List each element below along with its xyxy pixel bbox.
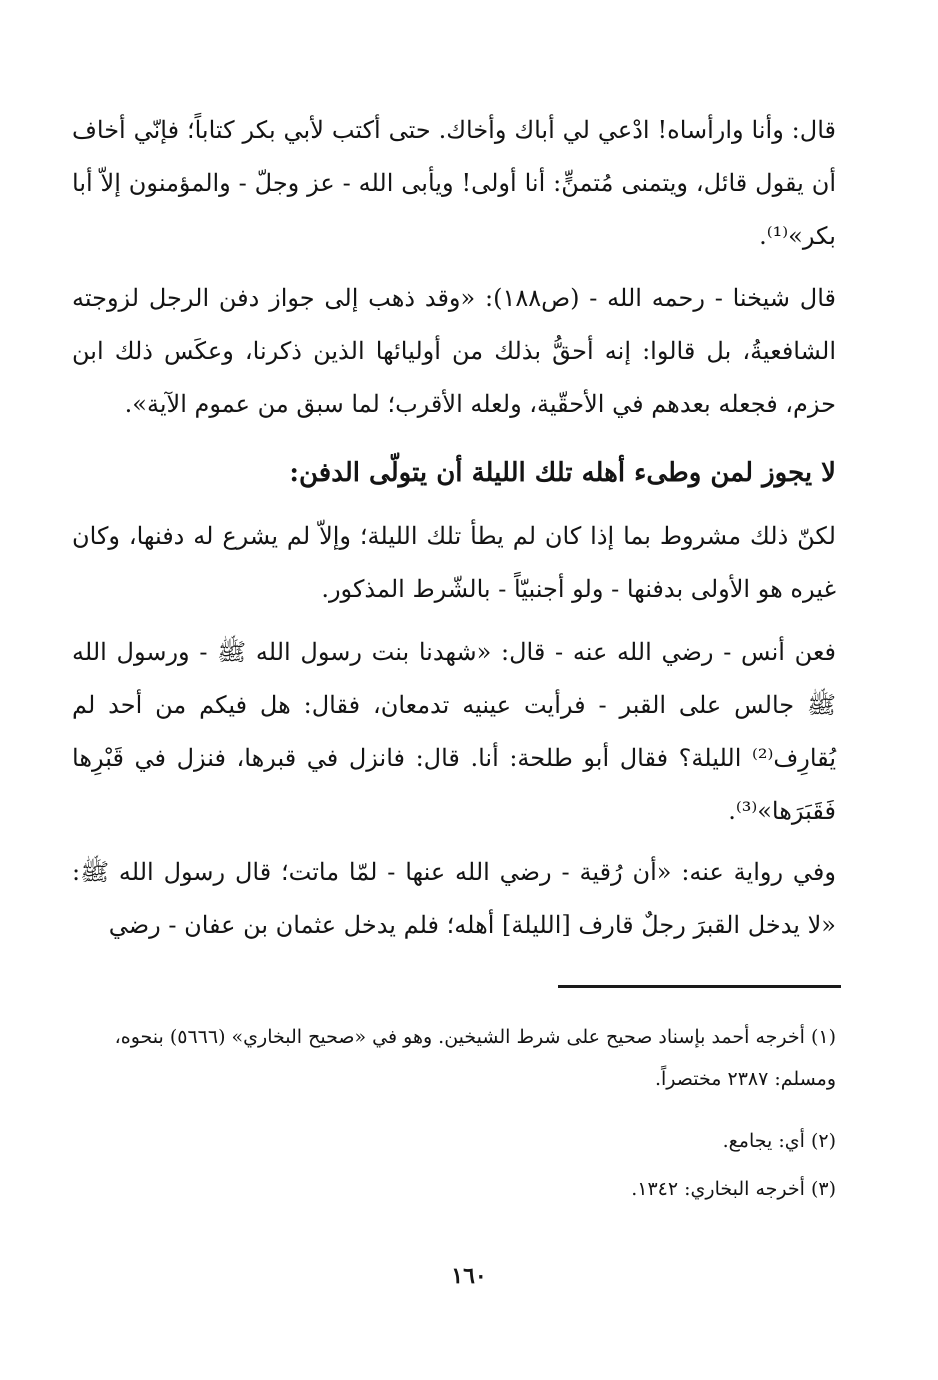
page-number: ١٦٠ bbox=[451, 1263, 487, 1289]
section-heading: لا يجوز لمن وطىء أهله تلك الليلة أن يتولّى الدفن: bbox=[289, 458, 836, 488]
paragraph-4: فعن أنس - رضي الله عنه - قال: «شهدنا بنت رسول الله ﷺ - ورسول الله ﷺ جالس على القبر - فرأيت عينيه تدمعان، فقال: هل فيكم من أحد لم يُقارِف⁽²⁾ الليلة؟ فقال أبو طلحة: أنا. قال: فانزل في قبرها، فنزل في قَبْرِها فَقَبَرَها»⁽³⁾. bbox=[72, 638, 836, 825]
paragraph-5: وفي رواية عنه: «أن رُقية - رضي الله عنها - لمّا ماتت؛ قال رسول الله ﷺ: «لا يدخل القبرَ رجلٌ قارف [الليلة] أهله؛ فلم يدخل عثمان بن عفان - رضي bbox=[72, 858, 836, 939]
paragraph-3: لكنّ ذلك مشروط بما إذا كان لم يطأ تلك الليلة؛ وإلاّ لم يشرع له دفنها، وكان غيره هو الأولى بدفنها - ولو أجنبيّاً - بالشّرط المذكور. bbox=[72, 522, 836, 603]
footnote-divider bbox=[558, 985, 841, 988]
paragraph-1: قال: وأنا وارأساه! ادْعي لي أباك وأخاك. حتى أكتب لأبي بكر كتاباً؛ فإنّي أخاف أن يقول قائل، ويتمنى مُتمنٍّ: أنا أولى! ويأبى الله - عز وجلّ - والمؤمنون إلاّ أبا بكر»⁽¹⁾. bbox=[72, 116, 837, 250]
footnote-3: (٣) أخرجه البخاري: ١٣٤٢. bbox=[631, 1178, 836, 1200]
footnote-1: (١) أخرجه أحمد بإسناد صحيح على شرط الشيخين. وهو في «صحيح البخاري» (٥٦٦٦) بنحوه، ومسلم: ٢٣٨٧ مختصراً. bbox=[114, 1026, 836, 1090]
paragraph-2: قال شيخنا - رحمه الله - (ص١٨٨): «وقد ذهب إلى جواز دفن الرجل لزوجته الشافعيةُ، بل قالوا: إنه أحقُّ بذلك من أوليائها الذين ذكرنا، وعكَس ذلك ابن حزم، فجعله بعدهم في الأحقّية، ولعله الأقرب؛ لما سبق من عموم الآية». bbox=[72, 284, 836, 418]
footnote-2: (٢) أي: يجامع. bbox=[722, 1130, 836, 1152]
